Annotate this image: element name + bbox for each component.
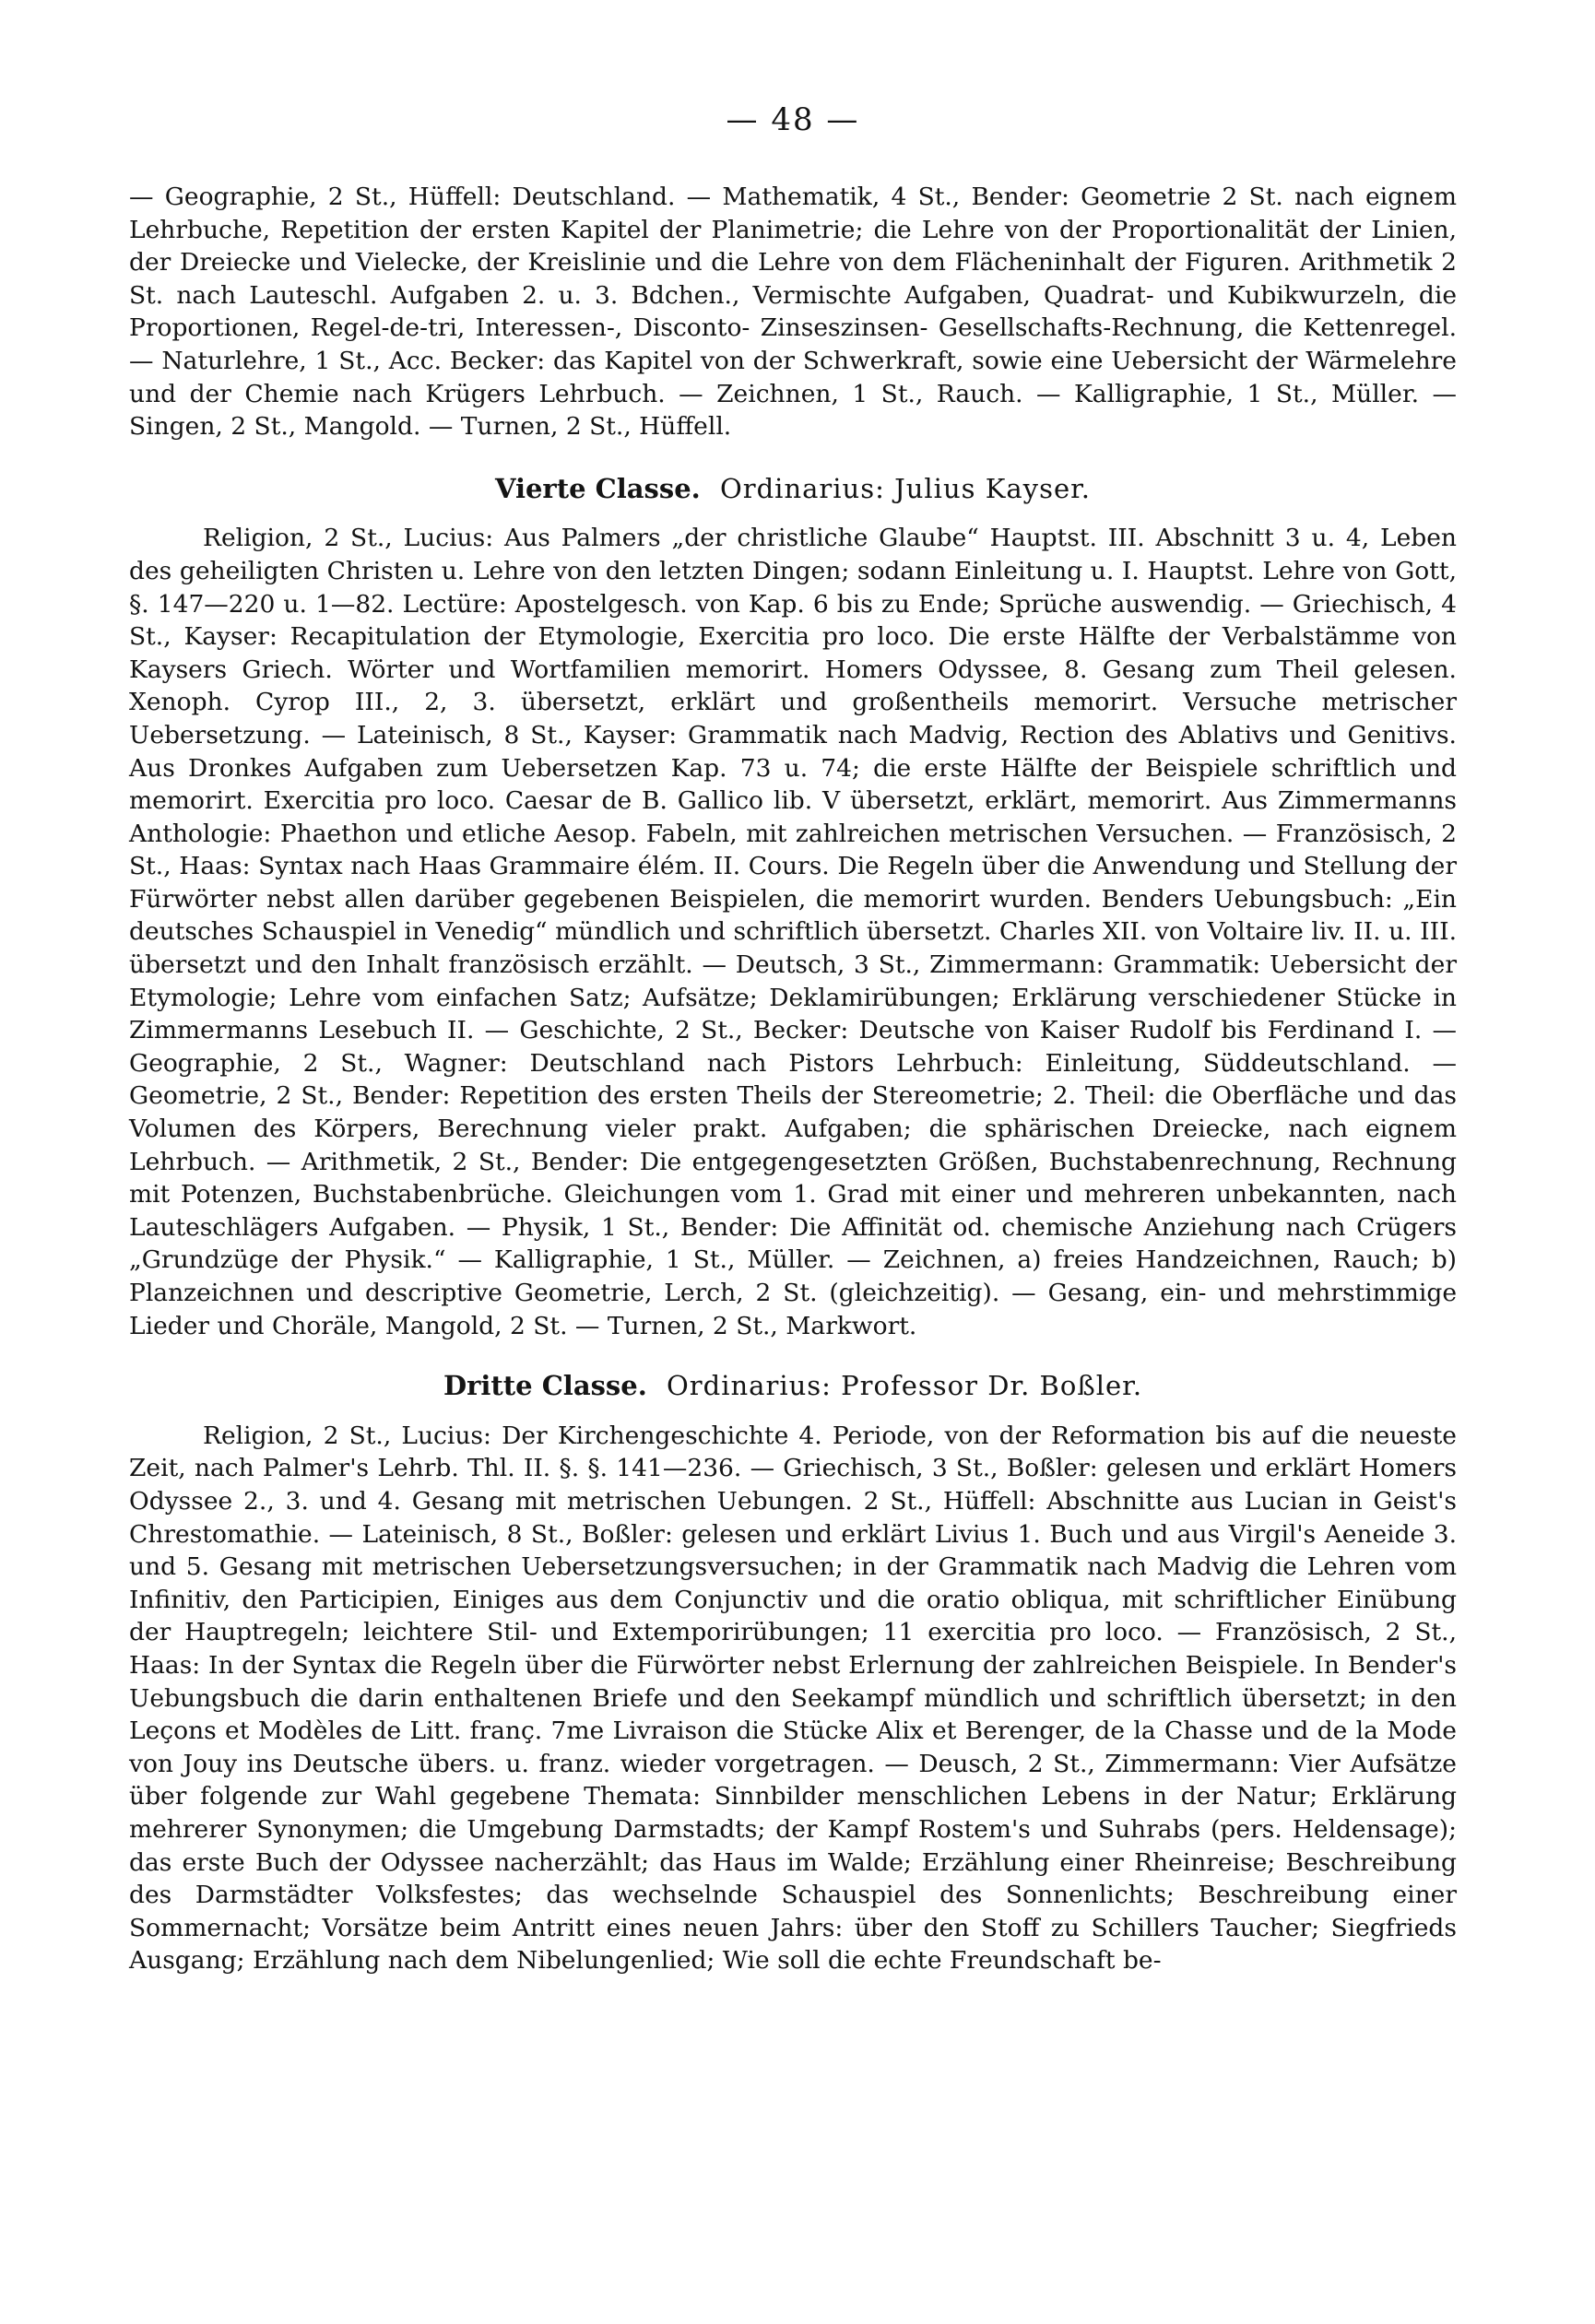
class-title: Vierte Classe. bbox=[494, 472, 701, 504]
paragraph-dritte-classe: Religion, 2 St., Lucius: Der Kirchengeschichte 4. Periode, von der Reformation bis auf die neueste Zeit, nach Palmer's Lehrb. Thl. II. §. §. 141—236. — Griechisch, 3 St., Boßler: gelesen und erklärt Homers Odyssee 2., 3. und 4. Gesang mit metrischen Uebungen. 2 St., Hüffell: Abschnitte aus Lucian in Geist's Chrestomathie. — Lateinisch, 8 St., Boßler: gelesen und erklärt Livius 1. Buch und aus Virgil's Aeneide 3. und 5. Gesang mit metrischen Uebersetzungsversuchen; in der Grammatik nach Madvig die Lehren vom Infinitiv, den Participien, Einiges aus dem Conjunctiv und die oratio obliqua, mit schriftlicher Einübung der Hauptregeln; leichtere Stil- und Extemporirübungen; 11 exercitia pro loco. — Französisch, 2 St., Haas: In der Syntax die Regeln über die Fürwörter nebst Erlernung der zahlreichen Beispiele. In Bender's Uebungsbuch die darin enthaltenen Briefe und den Seekampf mündlich und schriftlich übersetzt; in den Leçons et Modèles de Litt. franç. 7me Livraison die Stücke Alix et Berenger, de la Chasse und de la Mode von Jouy ins Deutsche übers. u. franz. wieder vorgetragen. — Deusch, 2 St., Zimmermann: Vier Aufsätze über folgende zur Wahl gegebene Themata: Sinnbilder menschlichen Lebens in der Natur; Erklärung mehrerer Synonymen; die Umgebung Darmstadts; der Kampf Rostem's und Suhrabs (pers. Heldensage); das erste Buch der Odyssee nacherzählt; das Haus im Walde; Erzählung einer Rheinreise; Beschreibung des Darmstädter Volksfestes; das wechselnde Schauspiel des Sonnenlichts; Beschreibung einer Sommernacht; Vorsätze beim Antritt eines neuen Jahrs: über den Stoff zu Schillers Taucher; Siegfrieds Ausgang; Erzählung nach dem Nibelungenlied; Wie soll die echte Freundschaft be- bbox=[129, 1421, 1457, 1976]
ordinarius-label: Ordinarius: Julius Kayser. bbox=[719, 472, 1092, 504]
ordinarius-label: Ordinarius: Professor Dr. Boßler. bbox=[667, 1370, 1143, 1402]
paragraph-vierte-classe: Religion, 2 St., Lucius: Aus Palmers „der christliche Glaube“ Hauptst. III. Abschnitt 3 u. 4, Leben des geheiligten Christen u. Lehre von den letzten Dingen; sodann Einleitung u. I. Hauptst. Lehre von Gott, §. 147—220 u. 1—82. Lectüre: Apostelgesch. von Kap. 6 bis zu Ende; Sprüche auswendig. — Griechisch, 4 St., Kayser: Recapitulation der Etymologie, Exercitia pro loco. Die erste Hälfte der Verbalstämme von Kaysers Griech. Wörter und Wortfamilien memorirt. Homers Odyssee, 8. Gesang zum Theil gelesen. Xenoph. Cyrop III., 2, 3. übersetzt, erklärt und großentheils memorirt. Versuche metrischer Uebersetzung. — Lateinisch, 8 St., Kayser: Grammatik nach Madvig, Rection des Ablativs und Genitivs. Aus Dronkes Aufgaben zum Uebersetzen Kap. 73 u. 74; die erste Hälfte der Beispiele schriftlich und memorirt. Exercitia pro loco. Caesar de B. Gallico lib. V übersetzt, erklärt, memorirt. Aus Zimmermanns Anthologie: Phaethon und etliche Aesop. Fabeln, mit zahlreichen metrischen Versuchen. — Französisch, 2 St., Haas: Syntax nach Haas Grammaire élém. II. Cours. Die Regeln über die Anwendung und Stellung der Fürwörter nebst allen darüber gegebenen Beispielen, die memorirt wurden. Benders Uebungsbuch: „Ein deutsches Schauspiel in Venedig“ mündlich und schriftlich übersetzt. Charles XII. von Voltaire liv. II. u. III. übersetzt und den Inhalt französisch erzählt. — Deutsch, 3 St., Zimmermann: Grammatik: Uebersicht der Etymologie; Lehre vom einfachen Satz; Aufsätze; Deklamirübungen; Erklärung verschiedener Stücke in Zimmermanns Lesebuch II. — Geschichte, 2 St., Becker: Deutsche von Kaiser Rudolf bis Ferdinand I. — Geographie, 2 St., Wagner: Deutschland nach Pistors Lehrbuch: Einleitung, Süddeutschland. — Geometrie, 2 St., Bender: Repetition des ersten Theils der Stereometrie; 2. Theil: die Oberfläche und das Volumen des Körpers, Berechnung vieler prakt. Aufgaben; die sphärischen Dreiecke, nach eignem Lehrbuch. — Arithmetik, 2 St., Bender: Die entgegengesetzten Größen, Buchstabenrechnung, Rechnung mit Potenzen, Buchstabenbrüche. Gleichungen vom 1. Grad mit einer und mehreren unbekannten, nach Lauteschlägers Aufgaben. — Physik, 1 St., Bender: Die Affinität od. chemische Anziehung nach Crügers „Grundzüge der Physik.“ — Kalligraphie, 1 St., Müller. — Zeichnen, a) freies Handzeichnen, Rauch; b) Planzeichnen und descriptive Geometrie, Lerch, 2 St. (gleichzeitig). — Gesang, ein- und mehrstimmige Lieder und Choräle, Mangold, 2 St. — Turnen, 2 St., Markwort. bbox=[129, 524, 1457, 1340]
class-title: Dritte Classe. bbox=[443, 1370, 647, 1402]
page-number: — 48 — bbox=[726, 101, 860, 138]
document-page bbox=[129, 101, 1457, 2295]
section-heading-vierte-classe bbox=[129, 473, 1457, 506]
section-heading-dritte-classe bbox=[129, 1370, 1457, 1403]
paragraph-geographie-mathematik: — Geographie, 2 St., Hüffell: Deutschland. — Mathematik, 4 St., Bender: Geometrie 2 St. nach eignem Lehrbuche, Repetition der ersten Kapitel der Planimetrie; die Lehre von der Proportionalität der Linien, der Dreiecke und Vielecke, der Kreislinie und die Lehre von dem Flächeninhalt der Figuren. Arithmetik 2 St. nach Lauteschl. Aufgaben 2. u. 3. Bdchen., Vermischte Aufgaben, Quadrat- und Kubikwurzeln, die Proportionen, Regel-de-tri, Interessen-, Disconto- Zinseszinsen- Gesellschafts-Rechnung, die Kettenregel. — Naturlehre, 1 St., Acc. Becker: das Kapitel von der Schwerkraft, sowie eine Uebersicht der Wärmelehre und der Chemie nach Krügers Lehrbuch. — Zeichnen, 1 St., Rauch. — Kalligraphie, 1 St., Müller. — Singen, 2 St., Mangold. — Turnen, 2 St., Hüffell. bbox=[129, 183, 1457, 442]
